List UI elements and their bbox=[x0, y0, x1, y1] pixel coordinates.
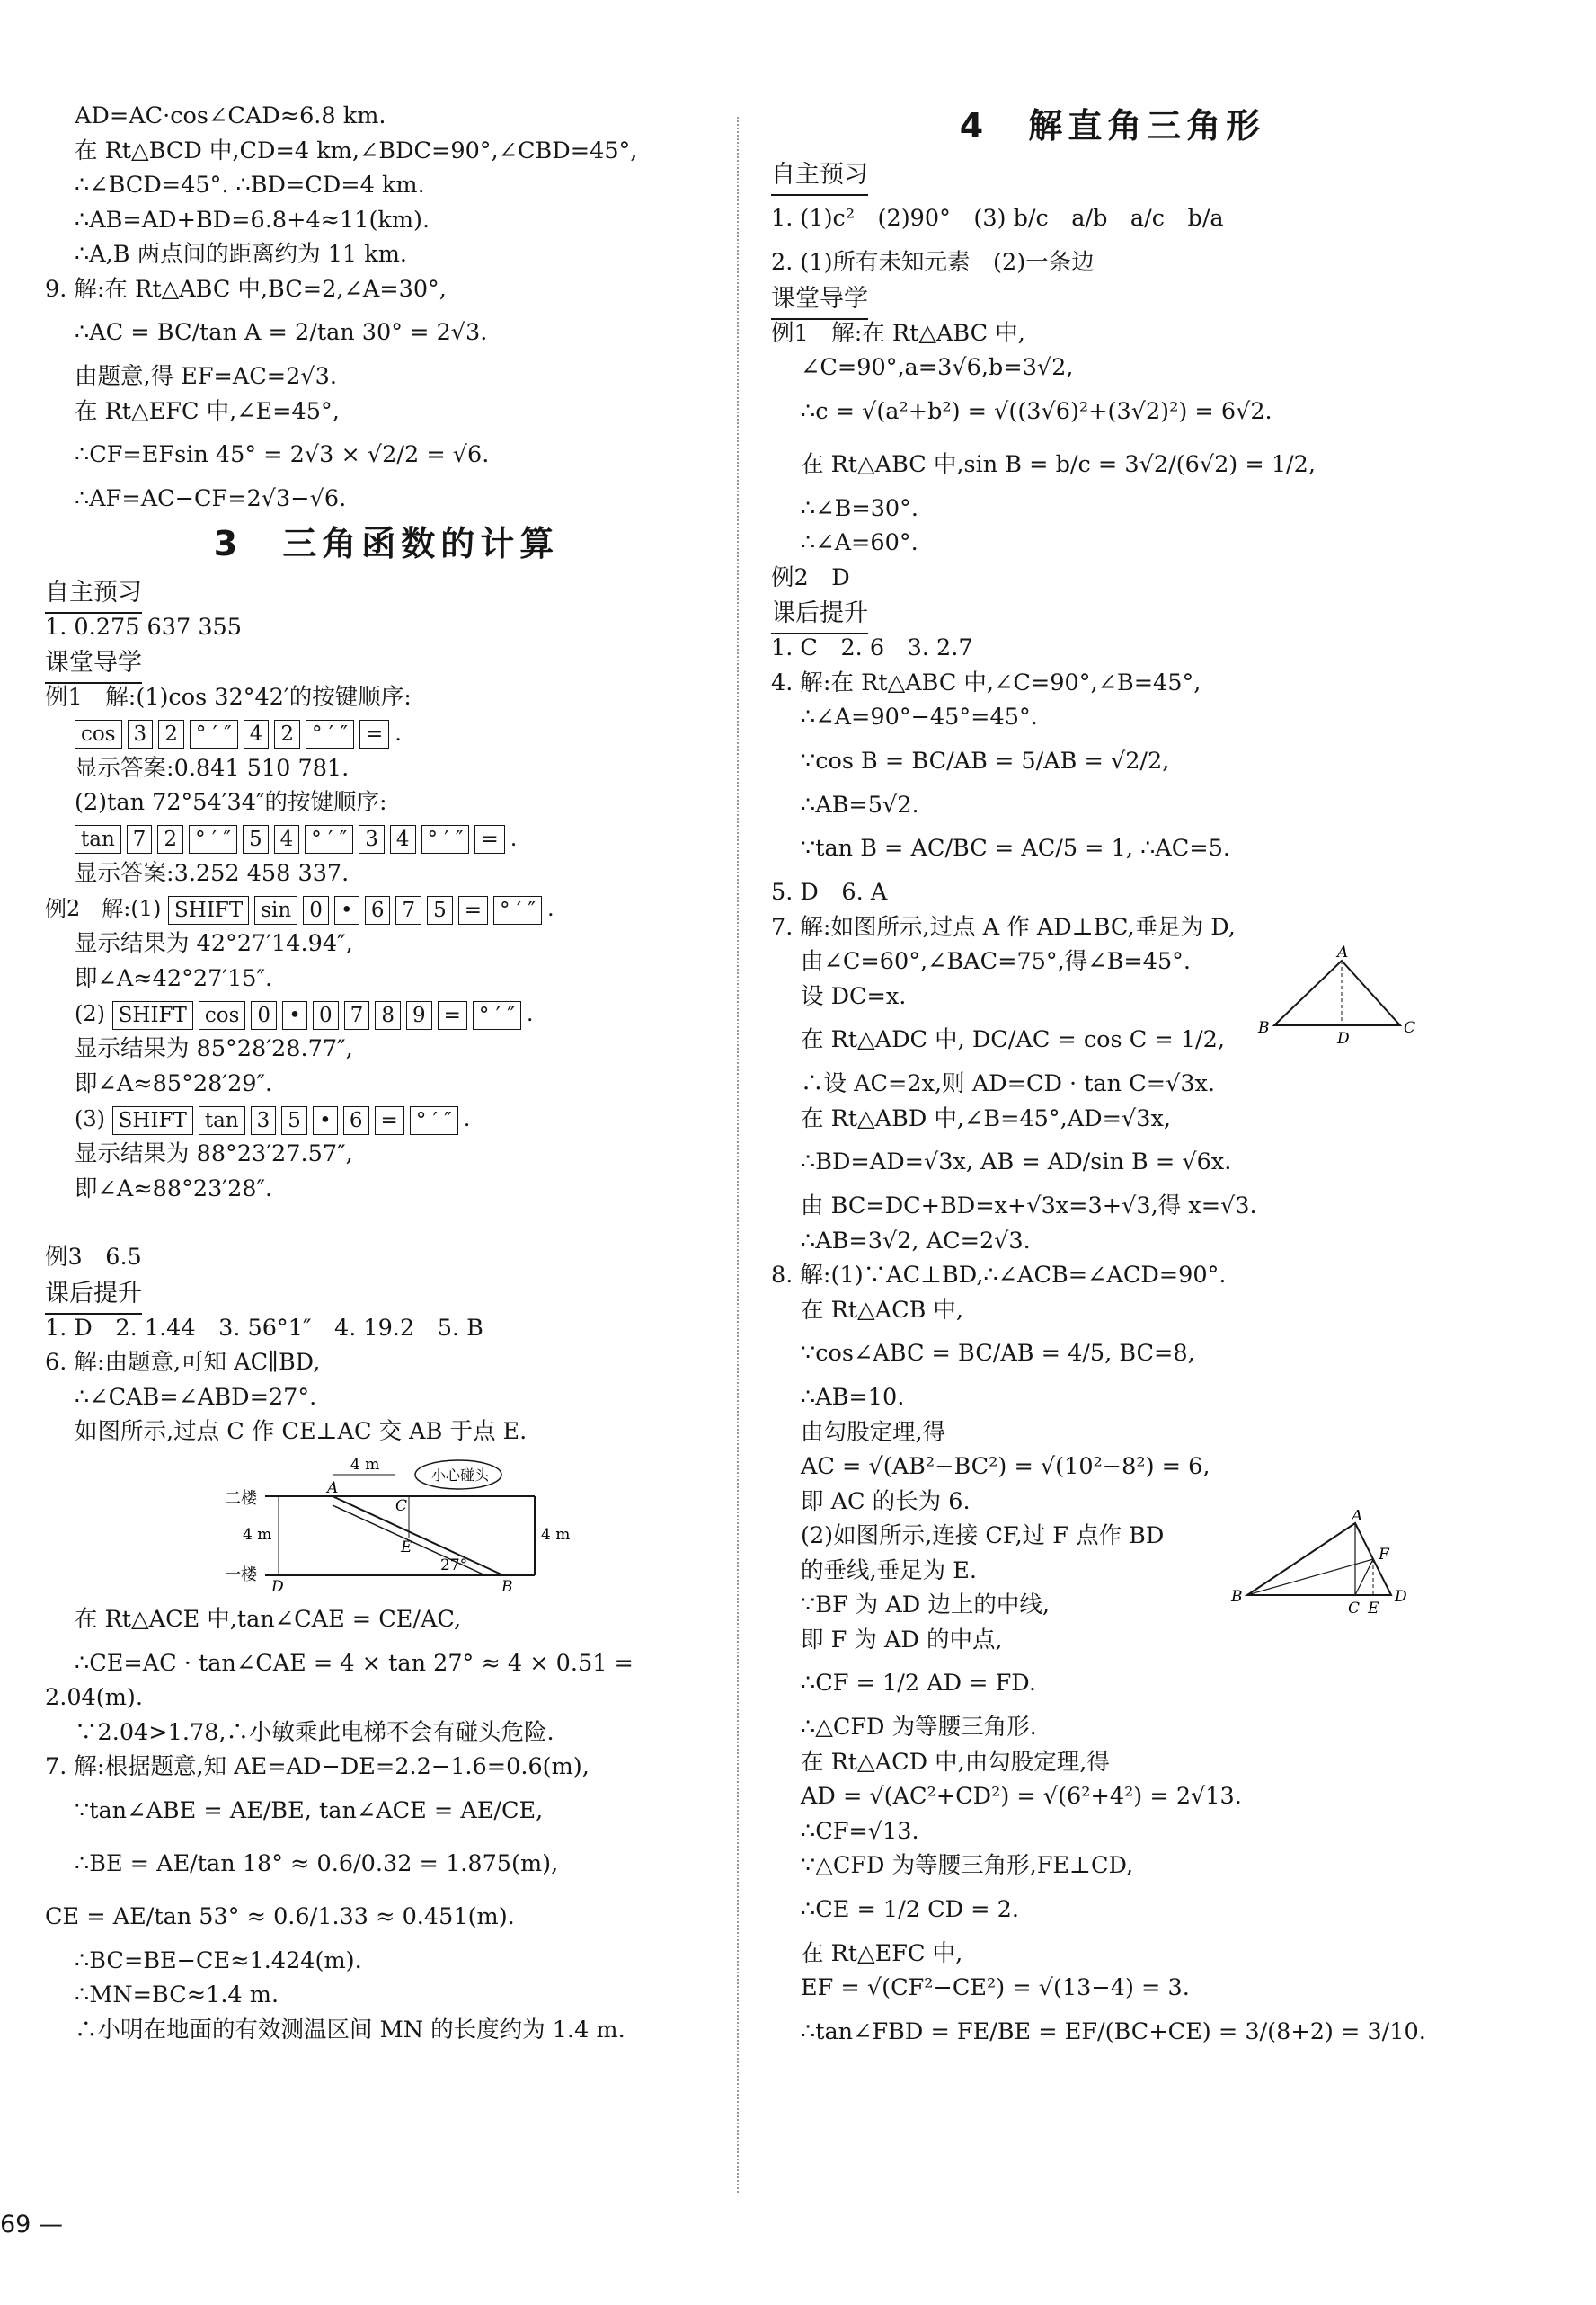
text-line: 例2 D bbox=[771, 563, 850, 591]
text-line: 显示答案:3.252 458 337. bbox=[75, 859, 350, 887]
page-number: 69 — bbox=[0, 2211, 63, 2239]
calculator-key: ° ′ ″ bbox=[189, 825, 237, 854]
tri2-f: F bbox=[1379, 1546, 1389, 1564]
text-line: 如图所示,过点 C 作 CE⊥AC 交 AB 于点 E. bbox=[75, 1418, 528, 1445]
calculator-key: ° ′ ″ bbox=[305, 825, 353, 854]
calculator-key: sin bbox=[254, 896, 297, 925]
text-line: CE = AE/tan 53° ≈ 0.6/1.33 ≈ 0.451(m). bbox=[45, 1902, 515, 1930]
text-line: ∴tan∠FBD = FE/BE = EF/(BC+CE) = 3/(8+2) = 3/10. bbox=[801, 2017, 1426, 2045]
tri2-a: A bbox=[1352, 1510, 1363, 1525]
calculator-key: • bbox=[282, 1001, 307, 1030]
calculator-key: = bbox=[438, 1001, 467, 1030]
text-line: ∴CE=AC · tan∠CAE = 4 × tan 27° ≈ 4 × 0.51 = bbox=[75, 1649, 634, 1677]
text-line: 即∠A≈85°28′29″. bbox=[75, 1069, 273, 1097]
text-line: ∴BD=AD=√3x, AB = AD/sin B = √6x. bbox=[801, 1148, 1232, 1175]
text-line: 2. (1)所有未知元素 (2)一条边 bbox=[771, 249, 1095, 276]
text-line: ∴CE = 1/2 CD = 2. bbox=[801, 1895, 1019, 1923]
text-line: ∵cos B = BC/AB = 5/AB = √2/2, bbox=[801, 747, 1170, 775]
text-line: 1. C 2. 6 3. 2.7 bbox=[771, 634, 973, 661]
text-line: (2)tan 72°54′34″的按键顺序: bbox=[75, 789, 387, 816]
calculator-key: 2 bbox=[157, 825, 183, 854]
example2-row-2 bbox=[45, 996, 728, 1032]
text-line: AD=AC·cos∠CAD≈6.8 km. bbox=[75, 102, 386, 129]
example2-row-1 bbox=[45, 891, 728, 926]
point-a: A bbox=[327, 1478, 339, 1497]
text-line: 由 BC=DC+BD=x+√3x=3+√3,得 x=√3. bbox=[801, 1192, 1257, 1219]
text-line: 1. (1)c² (2)90° (3) b/c a/b a/c b/a bbox=[771, 205, 1224, 232]
part-label: (2) bbox=[75, 1001, 105, 1026]
text-line: 显示答案:0.841 510 781. bbox=[75, 754, 350, 782]
tri1-b: B bbox=[1258, 1019, 1270, 1037]
text-line: ∴小明在地面的有效测温区间 MN 的长度约为 1.4 m. bbox=[75, 2016, 625, 2043]
calculator-key: 5 bbox=[427, 896, 453, 925]
left-top-block bbox=[45, 99, 728, 517]
text-line: 即∠A≈42°27′15″. bbox=[75, 964, 273, 992]
text-line: ∴AB=AD+BD=6.8+4≈11(km). bbox=[75, 206, 430, 234]
left-column bbox=[45, 99, 728, 2047]
right-column bbox=[771, 99, 1454, 2059]
calculator-key: ° ′ ″ bbox=[473, 1001, 521, 1030]
calculator-key: 5 bbox=[281, 1106, 307, 1135]
text-line: 在 Rt△BCD 中,CD=4 km,∠BDC=90°,∠CBD=45°, bbox=[75, 137, 638, 164]
point-b: B bbox=[501, 1577, 513, 1593]
calculator-key: ° ′ ″ bbox=[493, 896, 542, 925]
point-e: E bbox=[401, 1538, 412, 1556]
text-line: 例1 解:在 Rt△ABC 中, bbox=[771, 319, 1025, 347]
text-line: 2.04(m). bbox=[45, 1684, 143, 1711]
section-title: 3 三角函数的计算 bbox=[213, 523, 560, 563]
key-sequence-5: SHIFT tan 3 5 • 6 = ° ′ ″ . bbox=[112, 1106, 471, 1131]
text-line: 在 Rt△EFC 中, bbox=[801, 1939, 963, 1967]
calculator-key: = bbox=[458, 896, 488, 925]
text-line: ∴∠CAB=∠ABD=27°. bbox=[75, 1383, 317, 1411]
text-line: ∴c = √(a²+b²) = √((3√6)²+(3√2)²) = 6√2. bbox=[801, 397, 1272, 425]
text-line: 显示结果为 88°23′27.57″, bbox=[75, 1140, 353, 1167]
section-label: 自主预习 bbox=[45, 576, 142, 614]
calculator-key: 2 bbox=[158, 720, 184, 749]
text-line: ∵△CFD 为等腰三角形,FE⊥CD, bbox=[801, 1852, 1134, 1879]
calculator-key: cos bbox=[199, 1001, 246, 1030]
text-line: 由题意,得 EF=AC=2√3. bbox=[75, 363, 337, 390]
text-line: (2)如图所示,连接 CF,过 F 点作 BD bbox=[801, 1522, 1165, 1549]
tri1-c: C bbox=[1404, 1019, 1416, 1037]
text-line: ∴CF = 1/2 AD = FD. bbox=[801, 1670, 1036, 1697]
calculator-key: = bbox=[375, 1106, 404, 1135]
tri2-c: C bbox=[1348, 1600, 1361, 1618]
calculator-key: SHIFT bbox=[168, 896, 249, 925]
calculator-key: 7 bbox=[395, 896, 421, 925]
tri1-a: A bbox=[1337, 944, 1349, 962]
warning-sign: 小心碰头 bbox=[431, 1466, 490, 1484]
tri2-e: E bbox=[1368, 1600, 1379, 1618]
text-line: ∴AB=10. bbox=[801, 1384, 905, 1411]
calculator-key: 2 bbox=[274, 720, 300, 749]
column-divider bbox=[737, 117, 739, 2193]
calculator-key: 5 bbox=[243, 825, 269, 854]
text-line: AC = √(AB²−BC²) = √(10²−8²) = 6, bbox=[801, 1453, 1210, 1480]
calculator-key: 8 bbox=[375, 1001, 401, 1030]
calculator-key: 7 bbox=[127, 825, 153, 854]
calculator-key: tan bbox=[75, 825, 121, 854]
problem7-block bbox=[771, 944, 1454, 1067]
text-line: ∵BF 为 AD 边上的中线, bbox=[801, 1591, 1050, 1618]
calculator-key: 3 bbox=[251, 1106, 277, 1135]
calculator-key: tan bbox=[199, 1106, 245, 1135]
text-line: ∴CF=√13. bbox=[801, 1817, 919, 1845]
angle-label: 27° bbox=[440, 1556, 468, 1574]
text-line: 即 F 为 AD 的中点, bbox=[801, 1626, 1003, 1653]
text-line: ∴∠BCD=45°. ∴BD=CD=4 km. bbox=[75, 172, 425, 199]
text-line: ∴∠B=30°. bbox=[801, 494, 918, 522]
text-line: 的垂线,垂足为 E. bbox=[801, 1556, 977, 1584]
calculator-key: 0 bbox=[303, 896, 329, 925]
calculator-key: • bbox=[334, 896, 359, 925]
text-line: 在 Rt△ACB 中, bbox=[801, 1296, 964, 1324]
text-line: 5. D 6. A bbox=[771, 879, 888, 906]
problem8-part2-block bbox=[771, 1510, 1454, 1657]
calculator-key: = bbox=[359, 720, 389, 749]
text-line: 显示结果为 42°27′14.94″, bbox=[75, 930, 353, 957]
text-line: 在 Rt△ADC 中, DC/AC = cos C = 1/2, bbox=[801, 1026, 1225, 1053]
calculator-key: cos bbox=[75, 720, 122, 749]
text-line: 显示结果为 85°28′28.77″, bbox=[75, 1035, 353, 1062]
calculator-key: 7 bbox=[344, 1001, 370, 1030]
section-label: 课堂导学 bbox=[45, 646, 142, 684]
text-line: ∴AF=AC−CF=2√3−√6. bbox=[75, 485, 347, 512]
text-line: 在 Rt△ACE 中,tan∠CAE = CE/AC, bbox=[75, 1605, 462, 1633]
text-line: ∵cos∠ABC = BC/AB = 4/5, BC=8, bbox=[801, 1340, 1195, 1367]
text-line: 由勾股定理,得 bbox=[801, 1418, 946, 1446]
text-line: 6. 解:由题意,可知 AC∥BD, bbox=[45, 1349, 321, 1376]
text-line: 7. 解:根据题意,知 AE=AD−DE=2.2−1.6=0.6(m), bbox=[45, 1753, 590, 1780]
section-label: 课后提升 bbox=[45, 1277, 142, 1315]
section-label: 自主预习 bbox=[771, 158, 868, 196]
calculator-key: 3 bbox=[128, 720, 154, 749]
text-line: ∵2.04>1.78,∴小敏乘此电梯不会有碰头危险. bbox=[75, 1718, 554, 1746]
text-line: ∴AB=3√2, AC=2√3. bbox=[801, 1227, 1031, 1254]
text-line: ∴BE = AE/tan 18° ≈ 0.6/0.32 = 1.875(m), bbox=[75, 1849, 559, 1877]
calculator-key: 4 bbox=[244, 720, 270, 749]
height-label-right: 4 m bbox=[541, 1525, 571, 1544]
text-line: 在 Rt△EFC 中,∠E=45°, bbox=[75, 397, 340, 425]
part-label: (3) bbox=[75, 1106, 105, 1131]
calculator-key: ° ′ ″ bbox=[190, 720, 238, 749]
text-line: ∴AB=5√2. bbox=[801, 791, 919, 819]
text-line: ∴MN=BC≈1.4 m. bbox=[75, 1981, 279, 2008]
text-line: ∴∠A=60°. bbox=[801, 529, 918, 556]
calculator-key: 6 bbox=[365, 896, 391, 925]
point-d: D bbox=[271, 1577, 284, 1593]
section-title: 4 解直角三角形 bbox=[959, 106, 1266, 146]
escalator-diagram bbox=[216, 1449, 593, 1593]
text-line: ∴△CFD 为等腰三角形. bbox=[801, 1714, 1037, 1741]
section-label: 课堂导学 bbox=[771, 282, 868, 320]
key-sequence-4: SHIFT cos 0 • 0 7 8 9 = ° ′ ″ . bbox=[112, 1001, 534, 1026]
point-c: C bbox=[395, 1496, 408, 1515]
calculator-key: 0 bbox=[251, 1001, 277, 1030]
text-line: 例1 解:(1)cos 32°42′的按键顺序: bbox=[45, 684, 412, 711]
calculator-key: = bbox=[474, 825, 504, 854]
text-line: 在 Rt△ABD 中,∠B=45°,AD=√3x, bbox=[801, 1104, 1171, 1132]
example-label: 例2 解:(1) bbox=[45, 896, 162, 921]
tri1-d: D bbox=[1337, 1030, 1350, 1048]
text-line: 设 DC=x. bbox=[801, 982, 907, 1010]
floor1-label: 一楼 bbox=[225, 1565, 257, 1584]
calculator-key: 6 bbox=[343, 1106, 369, 1135]
text-line: ∵tan B = AC/BC = AC/5 = 1, ∴AC=5. bbox=[801, 835, 1230, 862]
calculator-key: 0 bbox=[313, 1001, 339, 1030]
text-line: AD = √(AC²+CD²) = √(6²+4²) = 2√13. bbox=[801, 1783, 1242, 1810]
calculator-key: ° ′ ″ bbox=[421, 825, 470, 854]
text-line: 4. 解:在 Rt△ABC 中,∠C=90°,∠B=45°, bbox=[771, 669, 1201, 696]
text-line: 在 Rt△ACD 中,由勾股定理,得 bbox=[801, 1748, 1110, 1776]
text-line: 在 Rt△ABC 中,sin B = b/c = 3√2/(6√2) = 1/2, bbox=[801, 450, 1316, 478]
text-line: 由∠C=60°,∠BAC=75°,得∠B=45°. bbox=[801, 948, 1192, 975]
key-sequence-1: cos 3 2 ° ′ ″ 4 2 ° ′ ″ = . bbox=[45, 715, 728, 751]
escalator-figure bbox=[45, 1449, 728, 1593]
text-line: 即∠A≈88°23′28″. bbox=[75, 1175, 273, 1202]
text-line: ∴A,B 两点间的距离约为 11 km. bbox=[75, 241, 407, 268]
text-line: ∴BC=BE−CE≈1.424(m). bbox=[75, 1946, 362, 1974]
floor2-label: 二楼 bbox=[225, 1488, 257, 1508]
calculator-key: ° ′ ″ bbox=[410, 1106, 458, 1135]
length-label: 4 m bbox=[350, 1455, 380, 1474]
calculator-key: • bbox=[313, 1106, 338, 1135]
height-label-left: 4 m bbox=[243, 1525, 272, 1544]
calculator-key: ° ′ ″ bbox=[306, 720, 354, 749]
text-line: ∴AC = BC/tan A = 2/tan 30° = 2√3. bbox=[75, 319, 488, 346]
tri2-b: B bbox=[1231, 1588, 1243, 1606]
key-sequence-2: tan 7 2 ° ′ ″ 5 4 ° ′ ″ 3 4 ° ′ ″ = . bbox=[45, 820, 728, 856]
text-line: 8. 解:(1)∵AC⊥BD,∴∠ACB=∠ACD=90°. bbox=[771, 1262, 1227, 1289]
text-line: 7. 解:如图所示,过点 A 作 AD⊥BC,垂足为 D, bbox=[771, 913, 1236, 941]
text-line: ∴CF=EFsin 45° = 2√3 × √2/2 = √6. bbox=[75, 441, 490, 468]
calculator-key: SHIFT bbox=[112, 1106, 193, 1135]
calculator-key: 4 bbox=[274, 825, 300, 854]
text-line: EF = √(CF²−CE²) = √(13−4) = 3. bbox=[801, 1974, 1190, 2001]
text-line: 1. 0.275 637 355 bbox=[45, 613, 242, 641]
text-line: 1. D 2. 1.44 3. 56°1″ 4. 19.2 5. B bbox=[45, 1314, 483, 1342]
example2-row-3 bbox=[45, 1101, 728, 1137]
text-line: ∴∠A=90°−45°=45°. bbox=[801, 704, 1038, 731]
text-line: ∵tan∠ABE = AE/BE, tan∠ACE = AE/CE, bbox=[75, 1796, 544, 1824]
section-label: 课后提升 bbox=[771, 597, 868, 634]
triangle-figure-1 bbox=[1256, 944, 1436, 1052]
text-line: 9. 解:在 Rt△ABC 中,BC=2,∠A=30°, bbox=[45, 275, 447, 303]
text-line: 例3 6.5 bbox=[45, 1244, 142, 1271]
calculator-key: 3 bbox=[359, 825, 385, 854]
calculator-key: 9 bbox=[406, 1001, 432, 1030]
text-line: ∴设 AC=2x,则 AD=CD · tan C=√3x. bbox=[801, 1070, 1216, 1097]
calculator-key: SHIFT bbox=[112, 1001, 193, 1030]
key-sequence-3: SHIFT sin 0 • 6 7 5 = ° ′ ″ . bbox=[168, 896, 554, 921]
calculator-key: 4 bbox=[390, 825, 416, 854]
tri2-d: D bbox=[1395, 1588, 1407, 1606]
text-line: ∠C=90°,a=3√6,b=3√2, bbox=[801, 354, 1074, 381]
text-line: 即 AC 的长为 6. bbox=[801, 1487, 971, 1515]
triangle-figure-2 bbox=[1229, 1510, 1427, 1618]
